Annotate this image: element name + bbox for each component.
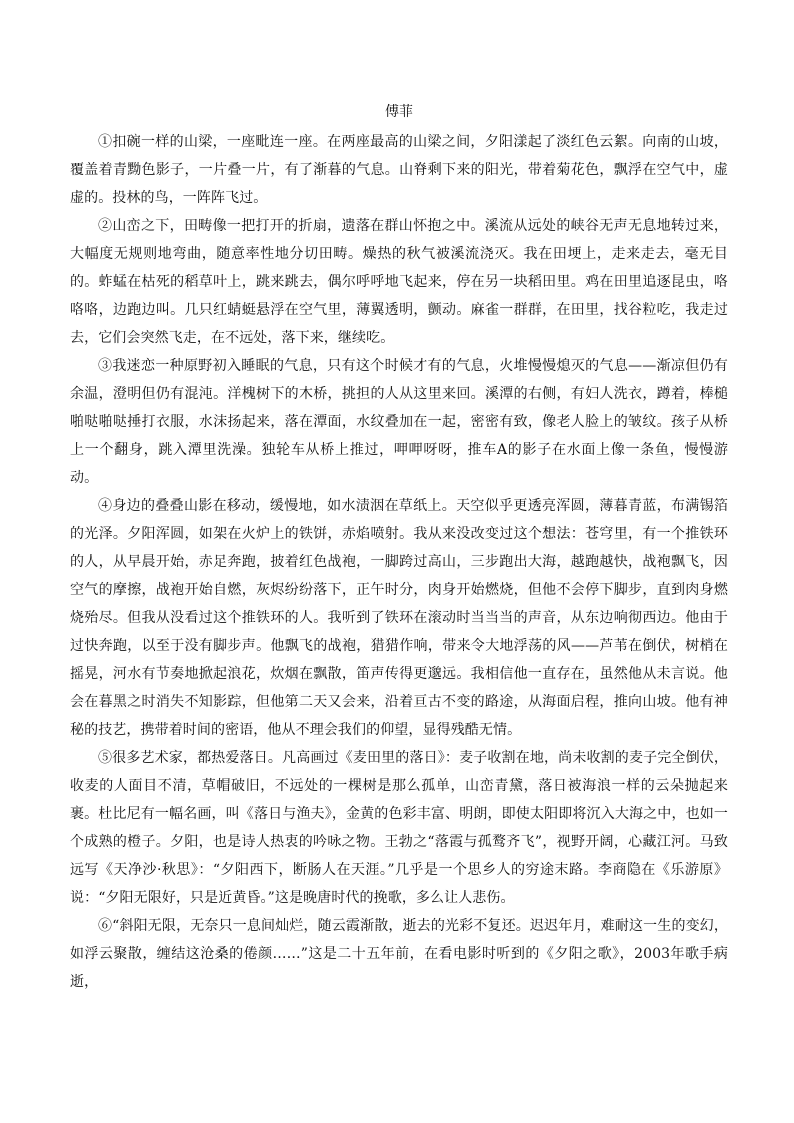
- document-title: 傅菲: [385, 104, 413, 120]
- paragraph-4: ④身边的叠叠山影在移动，缓慢地，如水渍洇在草纸上。天空似乎更透亮浑圆，薄暮青蓝，布满锡箔的光泽。夕阳浑圆，如架在火炉上的铁饼，赤焰喷射。我从来没改变过这个想法：苍穹里，有一个推铁环的人，从早晨开始，赤足奔跑，披着红色战袍，一脚跨过高山，三步跑出大海，越跑越快，战袍飘飞，因空气的摩擦，战袍开始自燃，灰烬纷纷落下，正午时分，肉身开始燃烧，但他不会停下脚步，直到肉身燃烧殆尽。但我从没看过这个推铁环的人。我听到了铁环在滚动时当当当的声音，从东边响彻西边。他由于过快奔跑，以至于没有脚步声。他飘飞的战袍，猎猎作响，带来令大地浮荡的风——芦苇在倒伏，树梢在摇晃，河水有节奏地掀起浪花，炊烟在飘散，笛声传得更邈远。我相信他一直存在，虽然他从未言说。他会在暮黑之时消失不知影踪，但他第二天又会来，沿着亘古不变的路途，从海面启程，推向山坡。他有神秘的技艺，携带着时间的密语，他从不理会我们的仰望，显得残酷无情。: [70, 498, 728, 738]
- paragraph-1: ①扣碗一样的山梁，一座毗连一座。在两座最高的山梁之间，夕阳漾起了淡红色云絮。向南的山坡，覆盖着青黝色影子，一片叠一片，有了渐暮的气息。山脊剩下来的阳光，带着菊花色，飘浮在空气中，虚虚的。投林的鸟，一阵阵飞过。: [70, 134, 728, 206]
- paragraph-5: ⑤很多艺术家，都热爱落日。凡高画过《麦田里的落日》：麦子收割在地，尚未收割的麦子完全倒伏，收麦的人面目不清，草帽破旧，不远处的一棵树是那么孤单，山峦青黛，落日被海浪一样的云朵抛起来裹。杜比尼有一幅名画，叫《落日与渔夫》，金黄的色彩丰富、明朗，即使太阳即将沉入大海之中，也如一个成熟的橙子。夕阳，也是诗人热衷的吟咏之物。王勃之“落霞与孤鹜齐飞”，视野开阔，心藏江河。马致远写《天净沙·秋思》：“夕阳西下，断肠人在天涯。”几乎是一个思乡人的穷途末路。李商隐在《乐游原》说：“夕阳无限好，只是近黄昏。”这是晚唐时代的挽歌，多么让人悲伤。: [70, 750, 728, 906]
- paragraph-6: ⑥“斜阳无限，无奈只一息间灿烂，随云霞渐散，逝去的光彩不复还。迟迟年月，难耐这一生的变幻，如浮云聚散，缠结这沧桑的倦颜……”这是二十五年前，在看电影时听到的《夕阳之歌》，2003年歌手病逝，: [70, 918, 728, 990]
- paragraph-3: ③我迷恋一种原野初入睡眠的气息，只有这个时候才有的气息，火堆慢慢熄灭的气息——渐凉但仍有余温，澄明但仍有混沌。洋槐树下的木桥，挑担的人从这里来回。溪潭的右侧，有妇人洗衣，蹲着，棒槌啪哒啪哒捶打衣服，水沫扬起来，落在潭面，水纹叠加在一起，密密有致，像老人脸上的皱纹。孩子从桥上一个翻身，跳入潭里洗澡。独轮车从桥上推过，呷呷呀呀，推车A的影子在水面上像一条鱼，慢慢游动。: [70, 358, 728, 486]
- paragraph-2: ②山峦之下，田畴像一把打开的折扇，遗落在群山怀抱之中。溪流从远处的峡谷无声无息地转过来，大幅度无规则地弯曲，随意率性地分切田畴。燥热的秋气被溪流浇灭。我在田埂上，走来走去，毫无目的。蚱蜢在枯死的稻草叶上，跳来跳去，偶尔呼呼地飞起来，停在另一块稻田里。鸡在田里追逐昆虫，咯咯咯，边跑边叫。几只红蜻蜓悬浮在空气里，薄翼透明，颤动。麻雀一群群，在田里，找谷粒吃，我走过去，它们会突然飞走，在不远处，落下来，继续吃。: [70, 218, 728, 346]
